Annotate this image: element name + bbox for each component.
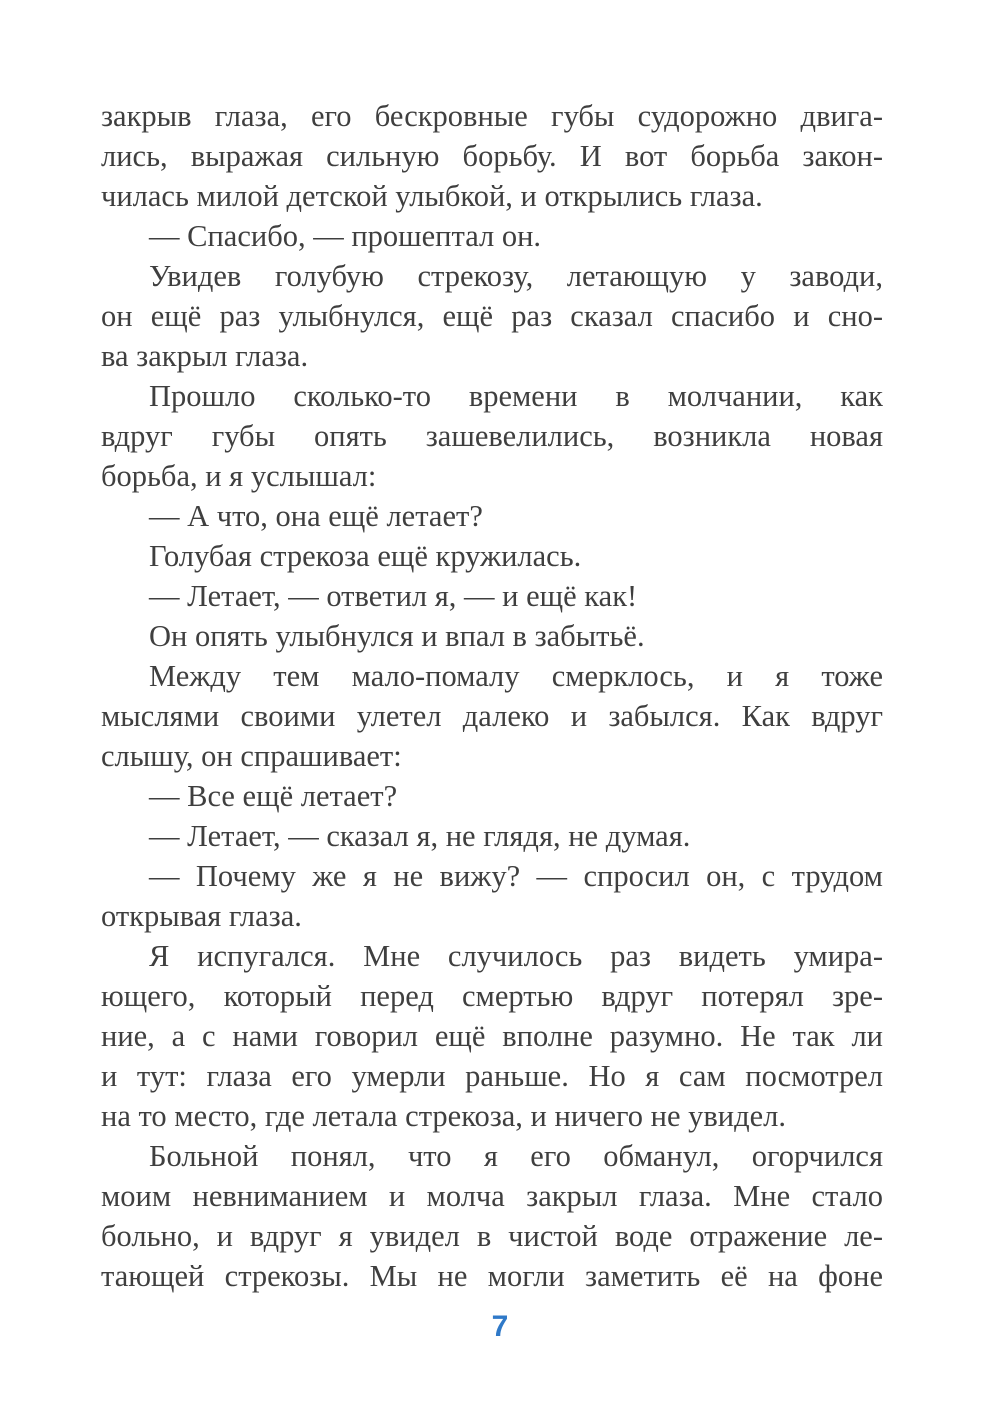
text-line: больно, и вдруг я увидел в чистой воде отражение ле- <box>101 1219 883 1253</box>
text-line: — А что, она ещё летает? <box>149 499 483 533</box>
text-line: Я испугался. Мне случилось раз видеть умира- <box>149 939 883 973</box>
text-line: моим невниманием и молча закрыл глаза. Мне стало <box>101 1179 883 1213</box>
text-line: — Летает, — сказал я, не глядя, не думая. <box>149 819 691 853</box>
page-number: 7 <box>491 1310 509 1343</box>
text-line: Голубая стрекоза ещё кружилась. <box>149 539 582 573</box>
text-line: — Спасибо, — прошептал он. <box>149 219 542 253</box>
text-line: вдруг губы опять зашевелились, возникла новая <box>101 419 883 453</box>
text-line: борьба, и я услышал: <box>101 459 377 493</box>
text-line: Больной понял, что я его обманул, огорчился <box>149 1139 883 1173</box>
text-line: закрыв глаза, его бескровные губы судорожно двига- <box>101 99 883 133</box>
text-line: — Все ещё летает? <box>149 779 398 813</box>
text-line: чилась милой детской улыбкой, и открылись глаза. <box>101 179 763 213</box>
text-line: ва закрыл глаза. <box>101 339 309 373</box>
text-line: — Почему же я не вижу? — спросил он, с трудом <box>149 859 883 893</box>
text-line: открывая глаза. <box>101 899 302 933</box>
text-line: — Летает, — ответил я, — и ещё как! <box>149 579 638 613</box>
text-line: Прошло сколько-то времени в молчании, как <box>149 379 883 413</box>
body-text <box>101 96 883 1296</box>
text-line: лись, выражая сильную борьбу. И вот борьба закон- <box>101 139 883 173</box>
text-line: слышу, он спрашивает: <box>101 739 402 773</box>
text-line: Между тем мало-помалу смерклось, и я тоже <box>149 659 883 693</box>
text-line: и тут: глаза его умерли раньше. Но я сам посмотрел <box>101 1059 883 1093</box>
text-line: на то место, где летала стрекоза, и ничего не увидел. <box>101 1099 786 1133</box>
text-line: тающей стрекозы. Мы не могли заметить её на фоне <box>101 1259 883 1293</box>
text-line: ние, а с нами говорил ещё вполне разумно. Не так ли <box>101 1019 883 1053</box>
text-line: он ещё раз улыбнулся, ещё раз сказал спасибо и сно- <box>101 299 883 333</box>
text-line: мыслями своими улетел далеко и забылся. Как вдруг <box>101 699 883 733</box>
text-line: ющего, который перед смертью вдруг потерял зре- <box>101 979 883 1013</box>
text-line: Он опять улыбнулся и впал в забытьё. <box>149 619 645 653</box>
text-line: Увидев голубую стрекозу, летающую у заводи, <box>149 259 883 293</box>
